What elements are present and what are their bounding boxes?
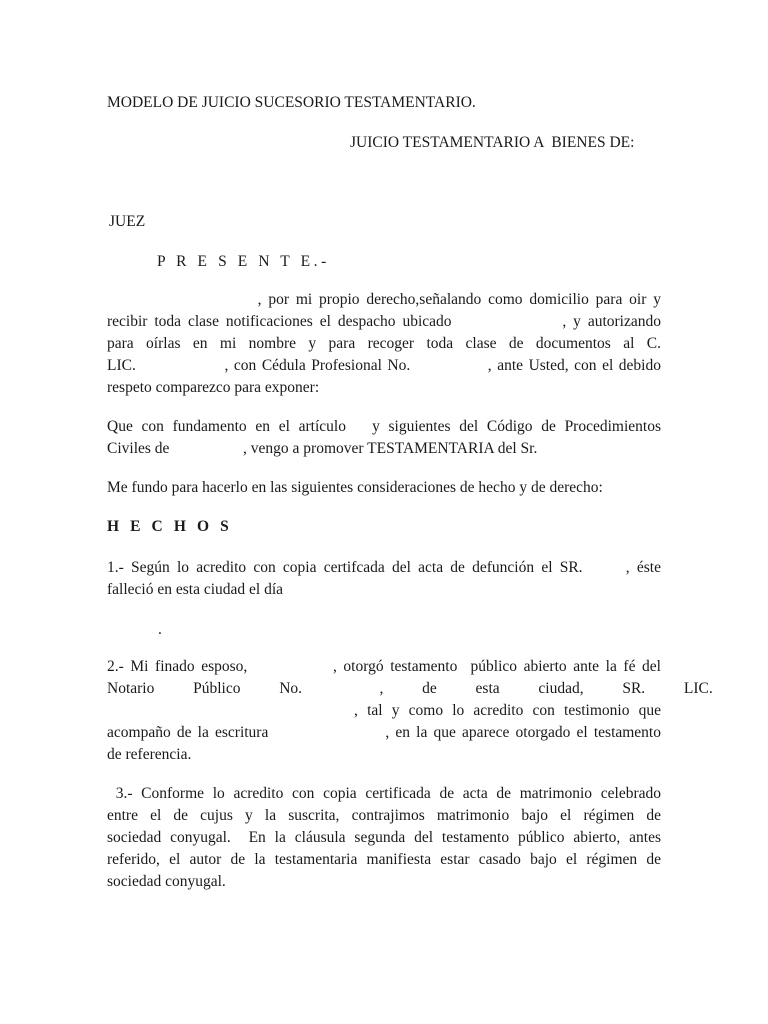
foundation-line: Que con fundamento en el artículo y siguientes del Código de Procedimientos [107,418,661,435]
considerations-paragraph: Me fundo para hacerlo en las siguientes consideraciones de hecho y de derecho: [107,479,603,496]
intro-line: recibir toda clase notificaciones el despacho ubicado , y autorizando [107,313,661,330]
fact-3-paragraph [107,783,661,893]
intro-line: , por mi propio derecho,señalando como domicilio para oir y [107,291,661,308]
intro-line: LIC. , con Cédula Profesional No. , ante Usted, con el debido [107,357,661,374]
case-title: JUICIO TESTAMENTARIO A BIENES DE: [350,134,635,151]
model-title: MODELO DE JUICIO SUCESORIO TESTAMENTARIO. [107,94,476,111]
foundation-paragraph [107,416,661,460]
fact-2-line: acompaño de la escritura , en la que aparece otorgado el testamento [107,724,661,741]
fact-2-line: 2.- Mi finado esposo, , otorgó testamento público abierto ante la fé del [107,658,661,675]
fact-2-line: de referencia. [107,746,192,763]
intro-line: para oírlas en mi nombre y para recoger toda clase de documentos al C. [107,335,661,352]
fact-3-line: sociedad conyugal. [107,873,226,890]
fact-1-paragraph [107,557,661,601]
fact-2-line: , tal y como lo acredito con testimonio que [107,702,661,719]
fact-3-line: entre el de cujus y la suscrita, contrajimos matrimonio bajo el régimen de [107,807,661,824]
presente-line: P R E S E N T E.- [157,253,330,270]
fact-2-line: Notario Público No. , de esta ciudad, SR. LIC. [107,680,713,697]
hechos-heading: H E C H O S [107,518,233,535]
fact-2-paragraph [107,656,713,766]
fact-1-line: 1.- Según lo acredito con copia certifcada del acta de defunción el SR. , éste [107,559,661,576]
foundation-line: Civiles de , vengo a promover TESTAMENTARIA del Sr. [107,440,538,457]
fact-3-line: sociedad conyugal. En la cláusula segunda del testamento público abierto, antes [107,829,661,846]
fact-3-line: referido, el autor de la testamentaria manifiesta estar casado bajo el régimen de [107,851,661,868]
intro-line: respeto comparezco para exponer: [107,379,320,396]
intro-paragraph [107,289,661,399]
fact-1-dot: . [158,621,162,638]
fact-3-line: 3.- Conforme lo acredito con copia certificada de acta de matrimonio celebrado [107,785,661,802]
fact-1-line: falleció en esta ciudad el día [107,581,284,598]
addressee: JUEZ [109,213,146,230]
